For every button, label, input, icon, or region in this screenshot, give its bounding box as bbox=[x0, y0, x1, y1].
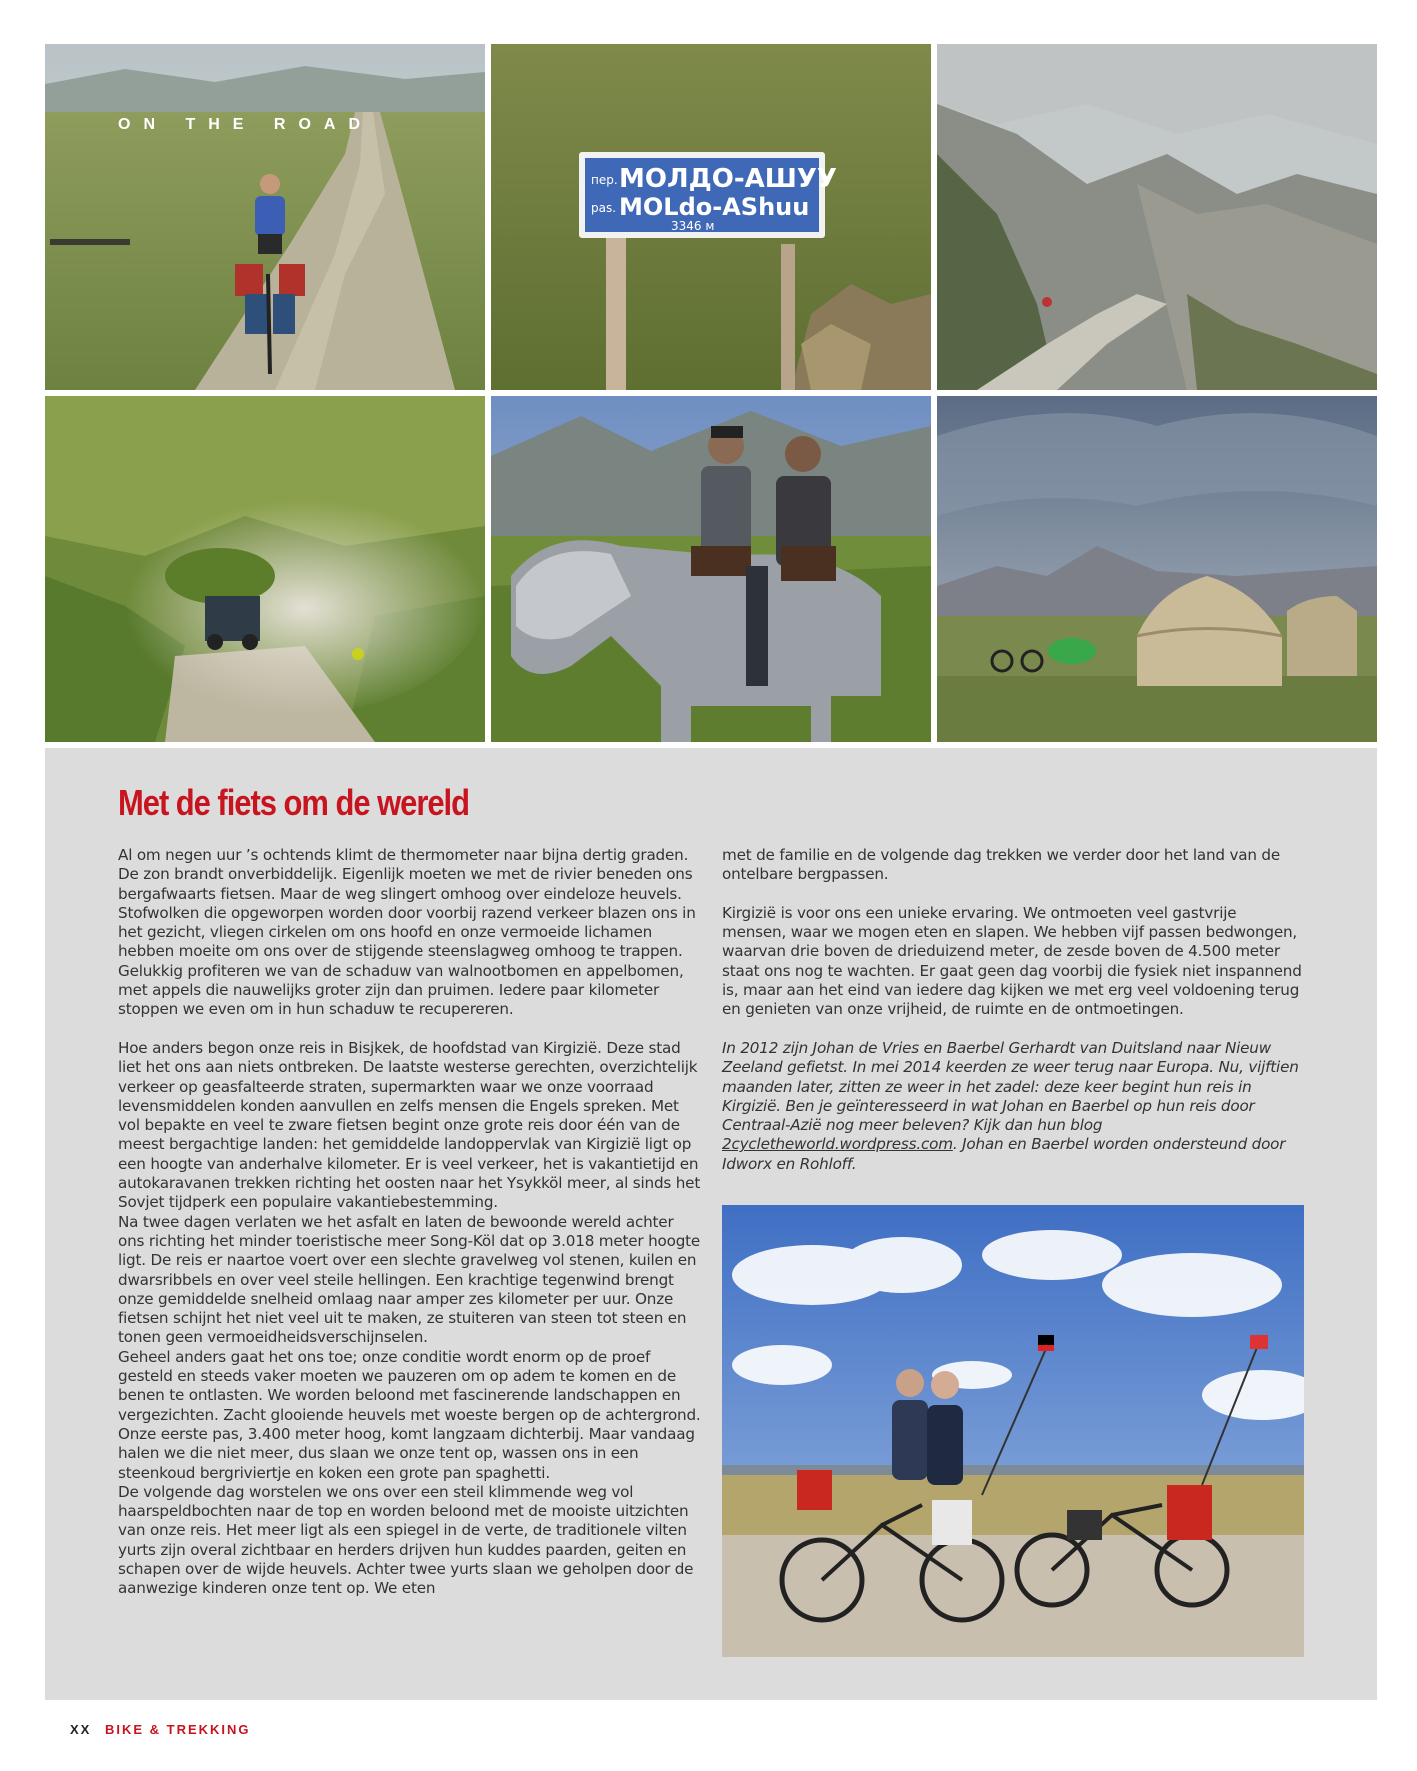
page-number: XX bbox=[70, 1722, 92, 1737]
photo-children-on-horse bbox=[491, 396, 931, 742]
sign-altitude: 3346 м bbox=[671, 219, 715, 233]
sign-line-ru: МОЛДО-АШУУ bbox=[619, 164, 837, 194]
page-footer bbox=[70, 1722, 251, 1737]
sign-prefix-ru: пер. bbox=[591, 173, 618, 187]
blog-link[interactable]: 2cycletheworld.wordpress.com bbox=[722, 1135, 953, 1154]
author-bio-text-end: . Johan en Baerbel worden ondersteund door Idworx en Rohloff. bbox=[722, 1135, 1286, 1173]
article-column-right bbox=[722, 846, 1302, 1193]
article-paragraph: De volgende dag worstelen we ons over een steil klimmende weg vol haarspeldbochten naar de top en worden beloond met de mooiste uitzichten van onze reis. Het meer ligt als een spiegel in de verte, de traditionele vilten yurts zijn overal zichtbaar en herders drijven hun kuddes paarden, geiten en schapen over de wijde heuvels. Achter twee yurts slaan we geholpen door de aanwezige kinderen onze tent op. We eten bbox=[118, 1482, 694, 1598]
article-column-left bbox=[118, 846, 702, 1599]
magazine-name: BIKE & TREKKING bbox=[104, 1722, 251, 1737]
article-paragraph: Kirgizië is voor ons een unieke ervaring. We ontmoeten veel gastvrije mensen, waar we mogen eten en slapen. We hebben vijf passen bedwongen, waarvan drie boven de drieduizend meter, de zesde boven de 4.500 meter staat ons nog te wachten. Er gaat geen dag voorbij die fysiek niet inspannend is, maar aan het eind van iedere dag kijken we met erg veel voldoening terug en genieten van onze vrijheid, de ruimte en de ontmoetingen. bbox=[722, 903, 1302, 1019]
section-label: ON THE ROAD bbox=[118, 116, 373, 133]
photo-cyclist-on-gravel-road bbox=[45, 44, 485, 390]
photo-mountain-valley-cyclist bbox=[937, 44, 1377, 390]
article-headline: Met de fiets om de wereld bbox=[118, 782, 469, 823]
author-bio bbox=[722, 1039, 1302, 1174]
article-paragraph: met de familie en de volgende dag trekken we verder door het land van de ontelbare bergpassen. bbox=[722, 846, 1280, 884]
author-bio-text: In 2012 zijn Johan de Vries en Baerbel Gerhardt van Duitsland naar Nieuw Zeeland gefietst. In mei 2014 keerden ze weer terug naar Europa. Nu, vijftien maanden later, zitten ze weer in het zadel: deze keer begint hun reis in Kirgizië. Ben je geïnteresseerd in wat Johan en Baerbel op hun reis door Centraal-Azië nog meer beleven? Kijk dan hun blog bbox=[722, 1038, 1299, 1135]
photo-truck-dust-road bbox=[45, 396, 485, 742]
sign-line-latin: MOLdo-AShuu bbox=[619, 193, 810, 221]
sign-prefix-latin: pas. bbox=[591, 201, 617, 215]
photo-yurt-camp bbox=[937, 396, 1377, 742]
photo-couple-with-bikes bbox=[722, 1205, 1304, 1657]
article-paragraph: Na twee dagen verlaten we het asfalt en laten de bewoonde wereld achter ons richting het minder toeristische meer Song-Köl dat op 3.018 meter hoogte ligt. De reis er naartoe voert over een slechte gravelweg vol stenen, kuilen en dwarsribbels en over veel steile hellingen. Een krachtige tegenwind brengt onze gemiddelde snelheid omlaag naar amper zes kilometer per uur. Onze fietsen schijnt het niet veel uit te maken, ze stuiteren van steen tot steen en tonen geen vermoeidheidsverschijnselen. bbox=[118, 1212, 701, 1347]
article-paragraph: Al om negen uur ’s ochtends klimt de thermometer naar bijna dertig graden. De zon brandt onverbiddelijk. Eigenlijk moeten we met de rivier beneden ons bergafwaarts fietsen. Maar de weg slingert omhoog over eindeloze heuvels. Stofwolken die opgeworpen worden door voorbij razend verkeer blazen ons in het gezicht, vliegen cirkelen om ons hoofd en onze vermoeide lichamen hebben moeite om ons over de stijgende steenslagweg omhoog te trappen. Gelukkig profiteren we van de schaduw van walnootbomen en appelbomen, met appels die nauwelijks groter zijn dan pruimen. Iedere paar kilometer stoppen we even om in hun schaduw te recupereren. bbox=[118, 846, 696, 1019]
article-paragraph: Hoe anders begon onze reis in Bisjkek, de hoofdstad van Kirgizië. Deze stad liet het ons aan niets ontbreken. De laatste westerse gerechten, overzichtelijk verkeer op geasfalteerde straten, supermarkten waar we onze voorraad levensmiddelen konden aanvullen en zelfs mensen die Engels spreken. Met vol bepakte en veel te zware fietsen begint onze grote reis door één van de meest bergachtige landen: het gemiddelde landoppervlak van Kirgizië ligt op een hoogte van anderhalve kilometer. Er is veel verkeer, het is vakantietijd en autokaravanen trekken richting het oosten naar het Ysykköl meer, al sinds het Sovjet tijdperk een populaire vakantiebestemming. bbox=[118, 1038, 701, 1212]
article-paragraph: Geheel anders gaat het ons toe; onze conditie wordt enorm op de proef gesteld en steeds vaker moeten we pauzeren om op adem te komen en de benen te ontlasten. We worden beloond met fascinerende landschappen en vergezichten. Zacht glooiende heuvels met woeste bergen op de achtergrond. Onze eerste pas, 3.400 meter hoog, komt langzaam dichterbij. Maar vandaag halen we die niet meer, dus slaan we onze tent op, wassen ons in een steenkoud bergriviertje en koken een grote pan spaghetti. bbox=[118, 1347, 701, 1482]
photo-pass-sign bbox=[491, 44, 931, 390]
